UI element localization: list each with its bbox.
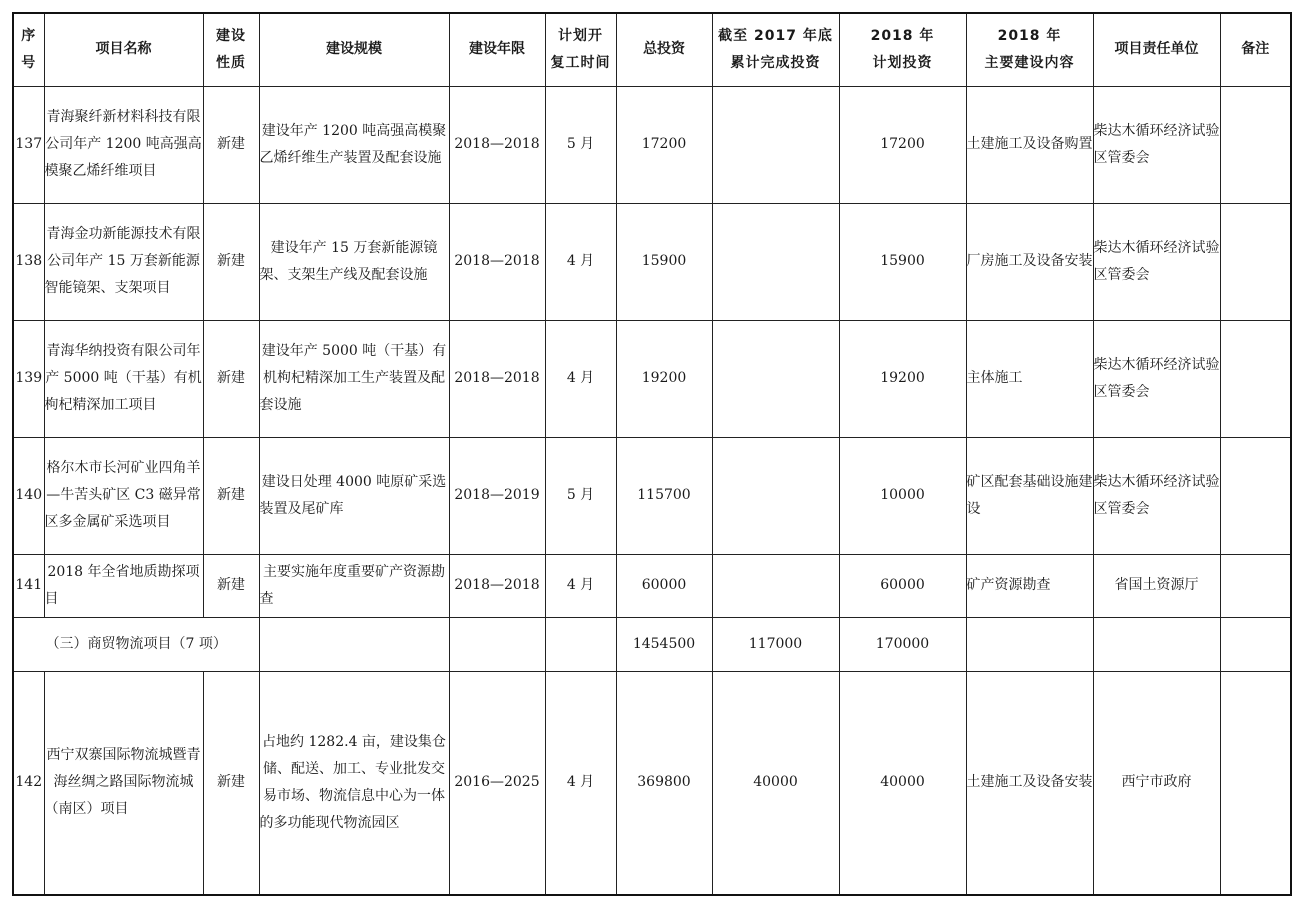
cell-responsible-unit: 柴达木循环经济试验区管委会	[1093, 86, 1220, 203]
cell-start-time: 5 月	[545, 437, 616, 554]
cell-seq: 139	[13, 320, 44, 437]
cell-remark	[1220, 437, 1291, 554]
cell-content-2018: 主体施工	[966, 320, 1093, 437]
header-period: 建设年限	[449, 13, 545, 86]
cell-plan-2018: 60000	[839, 554, 966, 617]
cell-scale: 建设日处理 4000 吨原矿采选装置及尾矿库	[259, 437, 449, 554]
cell-responsible-unit	[1093, 617, 1220, 671]
cell-content-2018: 厂房施工及设备安装	[966, 203, 1093, 320]
cell-plan-2018: 40000	[839, 671, 966, 895]
table-row	[13, 320, 1291, 437]
cell-responsible-unit: 省国土资源厅	[1093, 554, 1220, 617]
cell-content-2018	[966, 617, 1093, 671]
cell-start-time: 4 月	[545, 320, 616, 437]
cell-seq: 137	[13, 86, 44, 203]
cell-scale	[259, 617, 449, 671]
category-total-investment: 1454500	[616, 617, 712, 671]
cell-cumulative-investment	[712, 203, 839, 320]
cell-period	[449, 617, 545, 671]
cell-remark	[1220, 86, 1291, 203]
table-row	[13, 437, 1291, 554]
cell-nature: 新建	[203, 437, 259, 554]
investment-project-table	[12, 12, 1292, 896]
cell-responsible-unit: 柴达木循环经济试验区管委会	[1093, 437, 1220, 554]
cell-plan-2018: 10000	[839, 437, 966, 554]
cell-scale: 建设年产 5000 吨（干基）有机枸杞精深加工生产装置及配套设施	[259, 320, 449, 437]
cell-project-name: 青海华纳投资有限公司年产 5000 吨（干基）有机枸杞精深加工项目	[44, 320, 203, 437]
cell-scale: 建设年产 15 万套新能源镜架、支架生产线及配套设施	[259, 203, 449, 320]
cell-total-investment: 369800	[616, 671, 712, 895]
cell-project-name: 西宁双寨国际物流城暨青海丝绸之路国际物流城（南区）项目	[44, 671, 203, 895]
header-plan-2018: 2018 年 计划投资	[839, 13, 966, 86]
cell-scale: 建设年产 1200 吨高强高模聚乙烯纤维生产装置及配套设施	[259, 86, 449, 203]
cell-start-time	[545, 617, 616, 671]
cell-start-time: 5 月	[545, 86, 616, 203]
cell-cumulative-investment	[712, 437, 839, 554]
cell-total-investment: 19200	[616, 320, 712, 437]
cell-period: 2018—2018	[449, 320, 545, 437]
cell-start-time: 4 月	[545, 554, 616, 617]
cell-nature: 新建	[203, 86, 259, 203]
cell-plan-2018: 15900	[839, 203, 966, 320]
category-label: （三）商贸物流项目（7 项）	[13, 617, 259, 671]
category-row	[13, 617, 1291, 671]
cell-content-2018: 土建施工及设备购置	[966, 86, 1093, 203]
table-row	[13, 554, 1291, 617]
cell-responsible-unit: 西宁市政府	[1093, 671, 1220, 895]
cell-start-time: 4 月	[545, 203, 616, 320]
header-remark: 备注	[1220, 13, 1291, 86]
cell-project-name: 青海金功新能源技术有限公司年产 15 万套新能源智能镜架、支架项目	[44, 203, 203, 320]
table-row	[13, 203, 1291, 320]
header-seq: 序 号	[13, 13, 44, 86]
category-plan-2018: 170000	[839, 617, 966, 671]
cell-period: 2016—2025	[449, 671, 545, 895]
cell-total-investment: 115700	[616, 437, 712, 554]
cell-nature: 新建	[203, 203, 259, 320]
cell-project-name: 2018 年全省地质勘探项目	[44, 554, 203, 617]
cell-nature: 新建	[203, 554, 259, 617]
header-content-2018: 2018 年 主要建设内容	[966, 13, 1093, 86]
cell-remark	[1220, 203, 1291, 320]
cell-project-name: 青海聚纤新材料科技有限公司年产 1200 吨高强高模聚乙烯纤维项目	[44, 86, 203, 203]
cell-remark	[1220, 554, 1291, 617]
cell-nature: 新建	[203, 671, 259, 895]
cell-content-2018: 土建施工及设备安装	[966, 671, 1093, 895]
cell-remark	[1220, 320, 1291, 437]
header-total-investment: 总投资	[616, 13, 712, 86]
cell-project-name: 格尔木市长河矿业四角羊—牛苦头矿区 C3 磁异常区多金属矿采选项目	[44, 437, 203, 554]
cell-seq: 142	[13, 671, 44, 895]
cell-cumulative-investment: 40000	[712, 671, 839, 895]
header-start-time: 计划开 复工时间	[545, 13, 616, 86]
category-cumulative-investment: 117000	[712, 617, 839, 671]
cell-cumulative-investment	[712, 554, 839, 617]
cell-total-investment: 15900	[616, 203, 712, 320]
cell-cumulative-investment	[712, 320, 839, 437]
cell-start-time: 4 月	[545, 671, 616, 895]
cell-seq: 141	[13, 554, 44, 617]
cell-remark	[1220, 617, 1291, 671]
cell-plan-2018: 19200	[839, 320, 966, 437]
cell-responsible-unit: 柴达木循环经济试验区管委会	[1093, 203, 1220, 320]
cell-seq: 138	[13, 203, 44, 320]
header-project-name: 项目名称	[44, 13, 203, 86]
header-scale: 建设规模	[259, 13, 449, 86]
cell-total-investment: 60000	[616, 554, 712, 617]
cell-scale: 主要实施年度重要矿产资源勘查	[259, 554, 449, 617]
cell-scale: 占地约 1282.4 亩，建设集仓储、配送、加工、专业批发交易市场、物流信息中心为一体的多功能现代物流园区	[259, 671, 449, 895]
cell-period: 2018—2018	[449, 203, 545, 320]
header-row	[13, 13, 1291, 86]
cell-content-2018: 矿产资源勘查	[966, 554, 1093, 617]
cell-plan-2018: 17200	[839, 86, 966, 203]
cell-responsible-unit: 柴达木循环经济试验区管委会	[1093, 320, 1220, 437]
table-row	[13, 86, 1291, 203]
cell-nature: 新建	[203, 320, 259, 437]
table-row	[13, 671, 1291, 895]
cell-period: 2018—2018	[449, 554, 545, 617]
cell-period: 2018—2018	[449, 86, 545, 203]
header-nature: 建设 性质	[203, 13, 259, 86]
cell-total-investment: 17200	[616, 86, 712, 203]
cell-content-2018: 矿区配套基础设施建设	[966, 437, 1093, 554]
header-responsible-unit: 项目责任单位	[1093, 13, 1220, 86]
cell-cumulative-investment	[712, 86, 839, 203]
cell-seq: 140	[13, 437, 44, 554]
cell-period: 2018—2019	[449, 437, 545, 554]
header-cumulative-investment: 截至 2017 年底 累计完成投资	[712, 13, 839, 86]
cell-remark	[1220, 671, 1291, 895]
